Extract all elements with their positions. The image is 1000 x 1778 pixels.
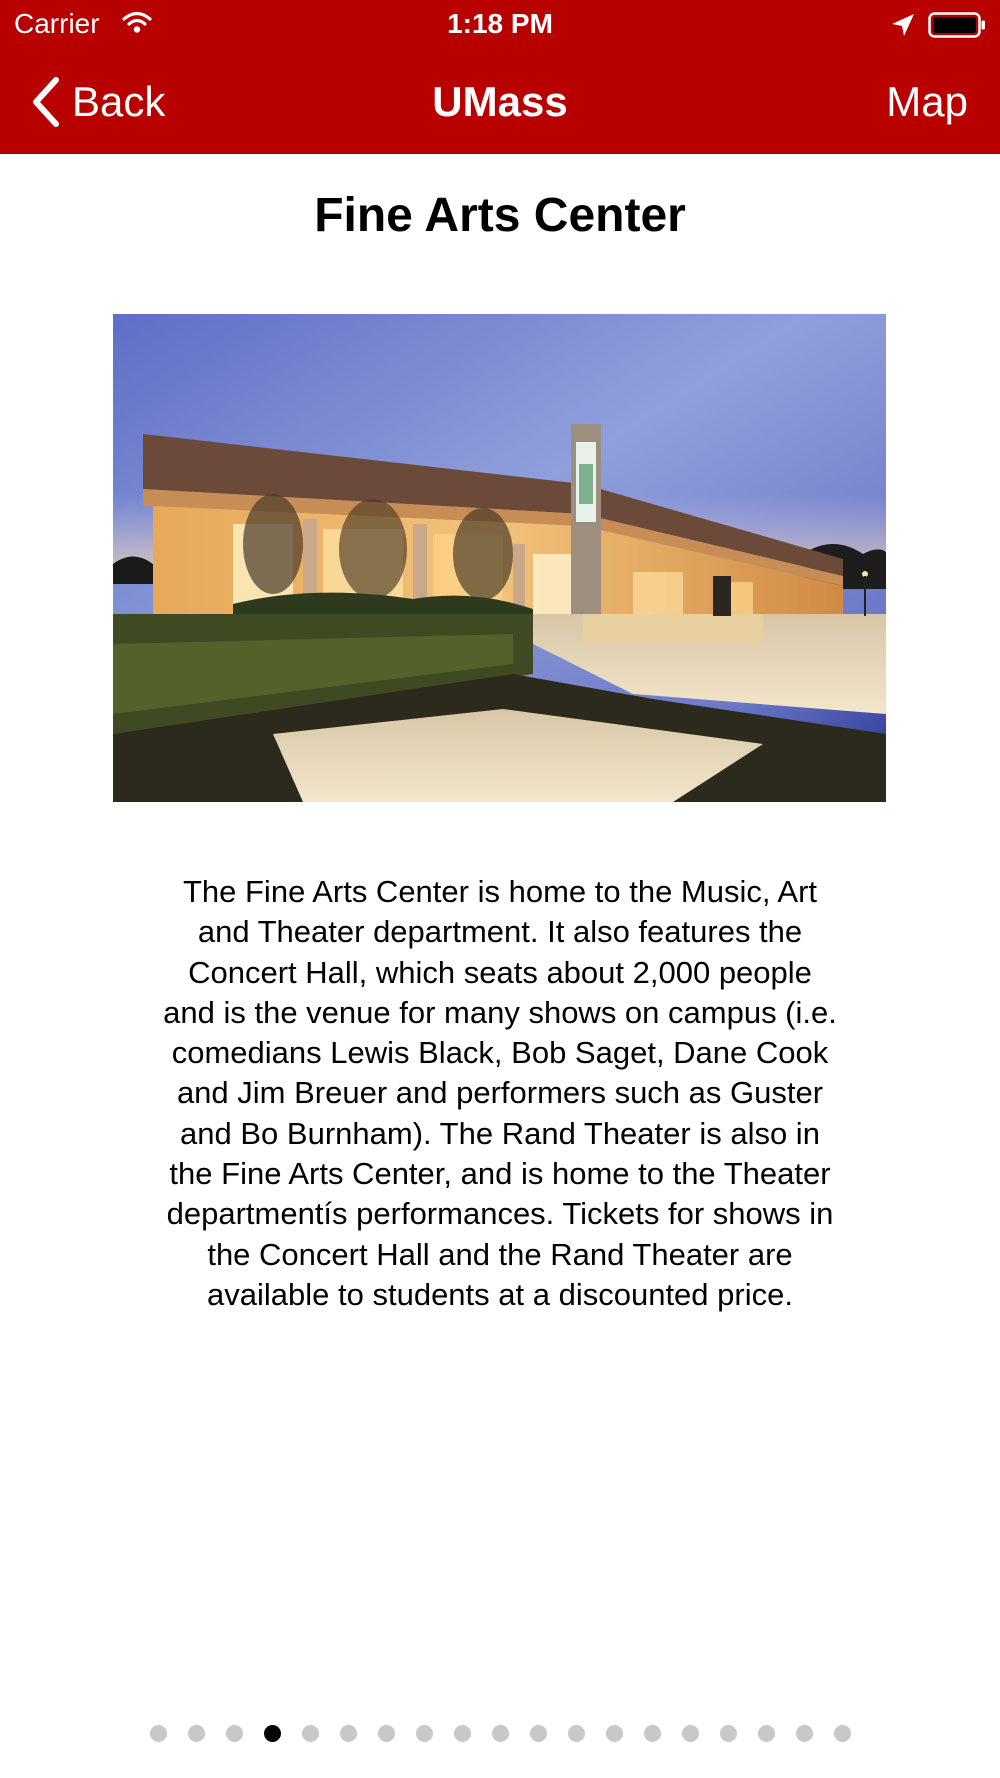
top-bar bbox=[0, 0, 1000, 154]
carrier-label: Carrier bbox=[14, 8, 100, 39]
battery-icon bbox=[928, 12, 986, 38]
description-text: The Fine Arts Center is home to the Music, Art and Theater department. It also features the Concert Hall, which seats about 2,000 people and is the venue for many shows on campus (i.e. comedians Lewis Black, Bob Saget, Dane Cook and Jim Breuer and performers such as Guster and Bo Burnham). The Rand Theater is also in the Fine Arts Center, and is home to the Theater departmentís performances. Tickets for shows in the Concert Hall and the Rand Theater are available to students at a discounted price. bbox=[163, 874, 837, 1312]
page-dot[interactable] bbox=[720, 1725, 737, 1742]
page-dot[interactable] bbox=[530, 1725, 547, 1742]
page-dot[interactable] bbox=[644, 1725, 661, 1742]
navigation-bar bbox=[0, 50, 1000, 154]
page-title: Fine Arts Center bbox=[314, 189, 686, 242]
page-dot[interactable] bbox=[568, 1725, 585, 1742]
page-dot[interactable] bbox=[492, 1725, 509, 1742]
building-photo bbox=[113, 314, 886, 802]
page-dot[interactable] bbox=[796, 1725, 813, 1742]
page-dot[interactable] bbox=[416, 1725, 433, 1742]
page-dot[interactable] bbox=[606, 1725, 623, 1742]
status-bar bbox=[0, 0, 1000, 50]
page-dot[interactable] bbox=[150, 1725, 167, 1742]
page-dot[interactable] bbox=[758, 1725, 775, 1742]
location-arrow-icon bbox=[890, 12, 916, 38]
page-dot[interactable] bbox=[378, 1725, 395, 1742]
page-dot[interactable] bbox=[302, 1725, 319, 1742]
page-dot[interactable] bbox=[188, 1725, 205, 1742]
page-dot[interactable] bbox=[454, 1725, 471, 1742]
page-indicator[interactable] bbox=[0, 1724, 1000, 1742]
nav-title: UMass bbox=[432, 78, 568, 125]
page-dot[interactable] bbox=[682, 1725, 699, 1742]
page-dot[interactable] bbox=[834, 1725, 851, 1742]
page-dot[interactable] bbox=[340, 1725, 357, 1742]
status-time: 1:18 PM bbox=[447, 8, 553, 39]
page-dot[interactable] bbox=[226, 1725, 243, 1742]
building-photo-illustration bbox=[113, 314, 886, 802]
map-button[interactable]: Map bbox=[886, 78, 968, 125]
back-button-label: Back bbox=[72, 78, 166, 125]
page-dot-active[interactable] bbox=[264, 1725, 281, 1742]
